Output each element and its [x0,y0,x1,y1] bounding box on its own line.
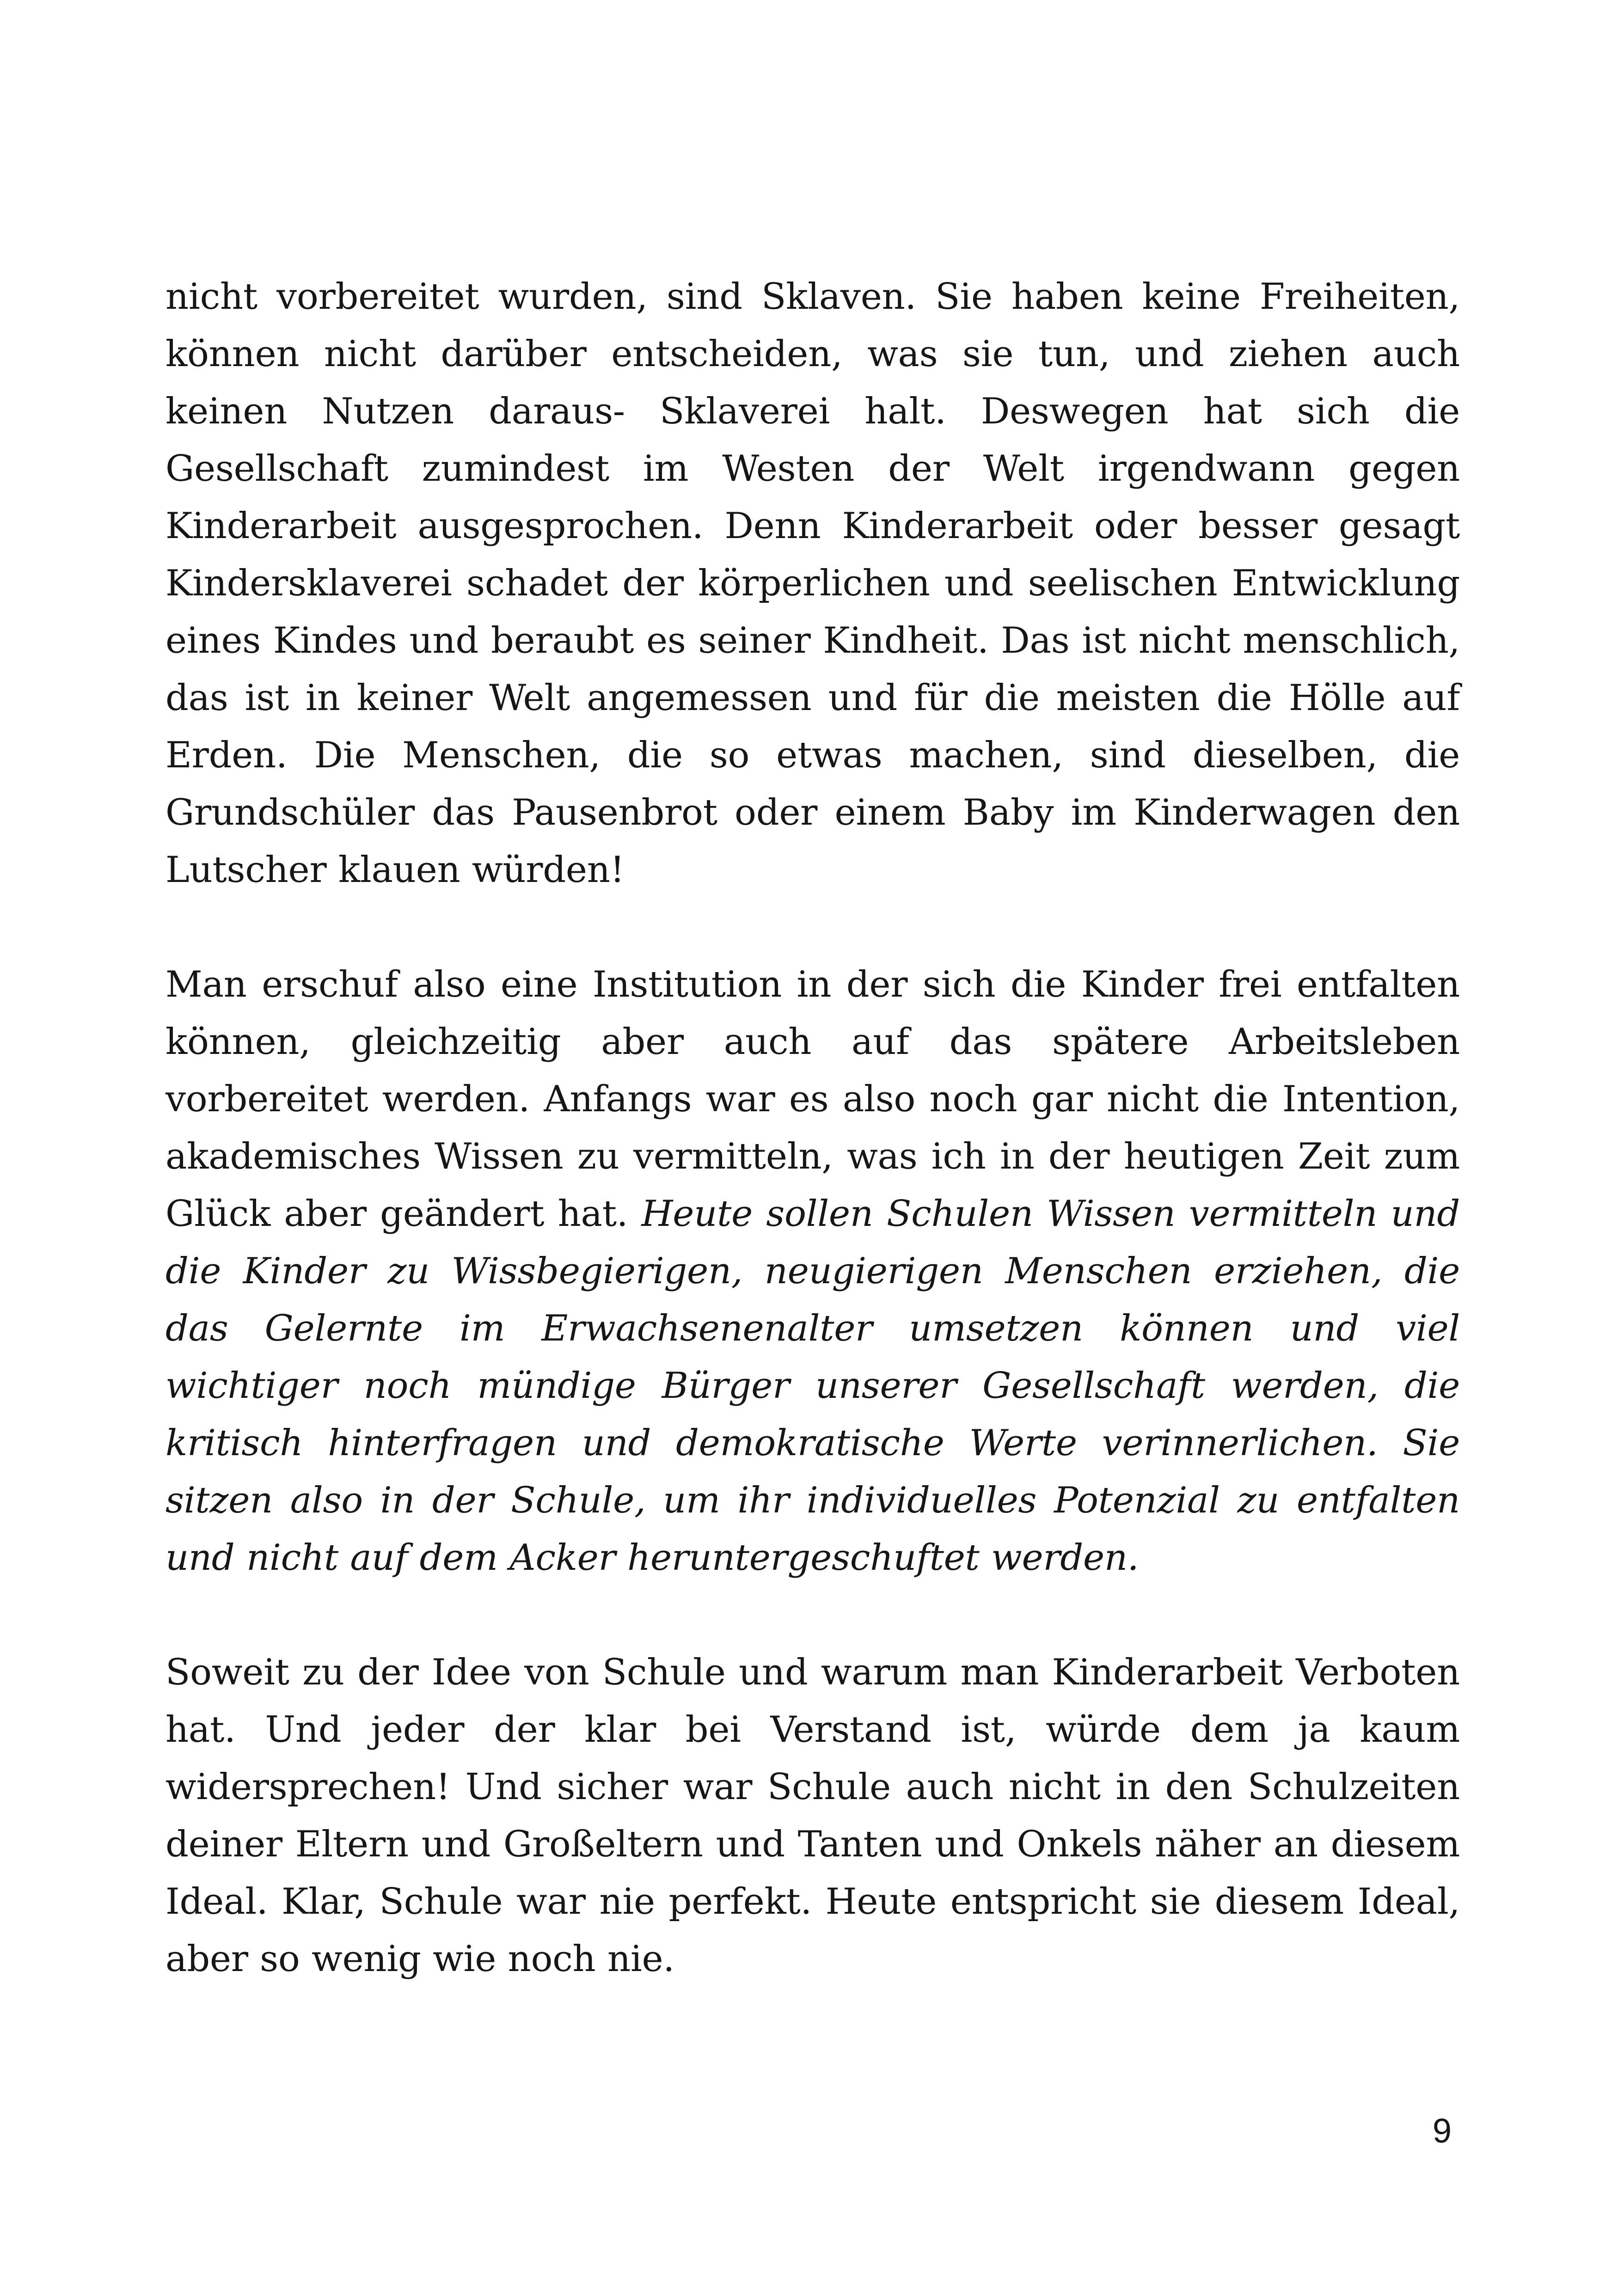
paragraph-3-text: Soweit zu der Idee von Schule und warum man Kinderarbeit Verboten hat. Und jeder der klar bei Verstand ist, würde dem ja kaum widersprechen! Und sicher war Schule auch nicht in den Schulzeiten deiner Eltern und Großeltern und Tanten und Onkels näher an diesem Ideal. Klar, Schule war nie perfekt. Heute entspricht sie diesem Ideal, aber so wenig wie noch nie. [165,1652,1460,1980]
paragraph-1-text: nicht vorbereitet wurden, sind Sklaven. Sie haben keine Freiheiten, können nicht darüber entscheiden, was sie tun, und ziehen auch keinen Nutzen daraus- Sklaverei halt. Deswegen hat sich die Gesellschaft zumindest im Westen der Welt irgendwann gegen Kinderarbeit ausgesprochen. Denn Kinderarbeit oder besser gesagt Kindersklaverei schadet der körperlichen und seelischen Entwicklung eines Kindes und beraubt es seiner Kindheit. Das ist nicht menschlich, das ist in keiner Welt angemessen und für die meisten die Hölle auf Erden. Die Menschen, die so etwas machen, sind dieselben, die Grundschüler das Pausenbrot oder einem Baby im Kinderwagen den Lutscher klauen würden! [165,276,1460,891]
paragraph-3 [165,1644,1460,1988]
paragraph-2-text: Man erschuf also eine Institution in der sich die Kinder frei entfalten können, gleichzeitig aber auch auf das spätere Arbeitsleben vorbereitet werden. Anfangs war es also noch gar nicht die Intention, akademisches Wissen zu vermitteln, was ich in der heutigen Zeit zum Glück aber geändert hat. [165,964,1460,1235]
paragraph-2 [165,956,1460,1586]
paragraph-2-italic-text: Heute sollen Schulen Wissen vermitteln und die Kinder zu Wissbegierigen, neugierigen Menschen erziehen, die das Gelernte im Erwachsenenalter umsetzen können und viel wichtiger noch mündige Bürger unserer Gesellschaft werden, die kritisch hinterfragen und demokratische Werte verinnerlichen. Sie sitzen also in der Schule, um ihr individuelles Potenzial zu entfalten und nicht auf dem Acker heruntergeschuftet werden. [165,1193,1460,1579]
paragraph-1 [165,268,1460,899]
body-text [165,268,1460,1988]
page-number: 9 [1432,2112,1452,2150]
